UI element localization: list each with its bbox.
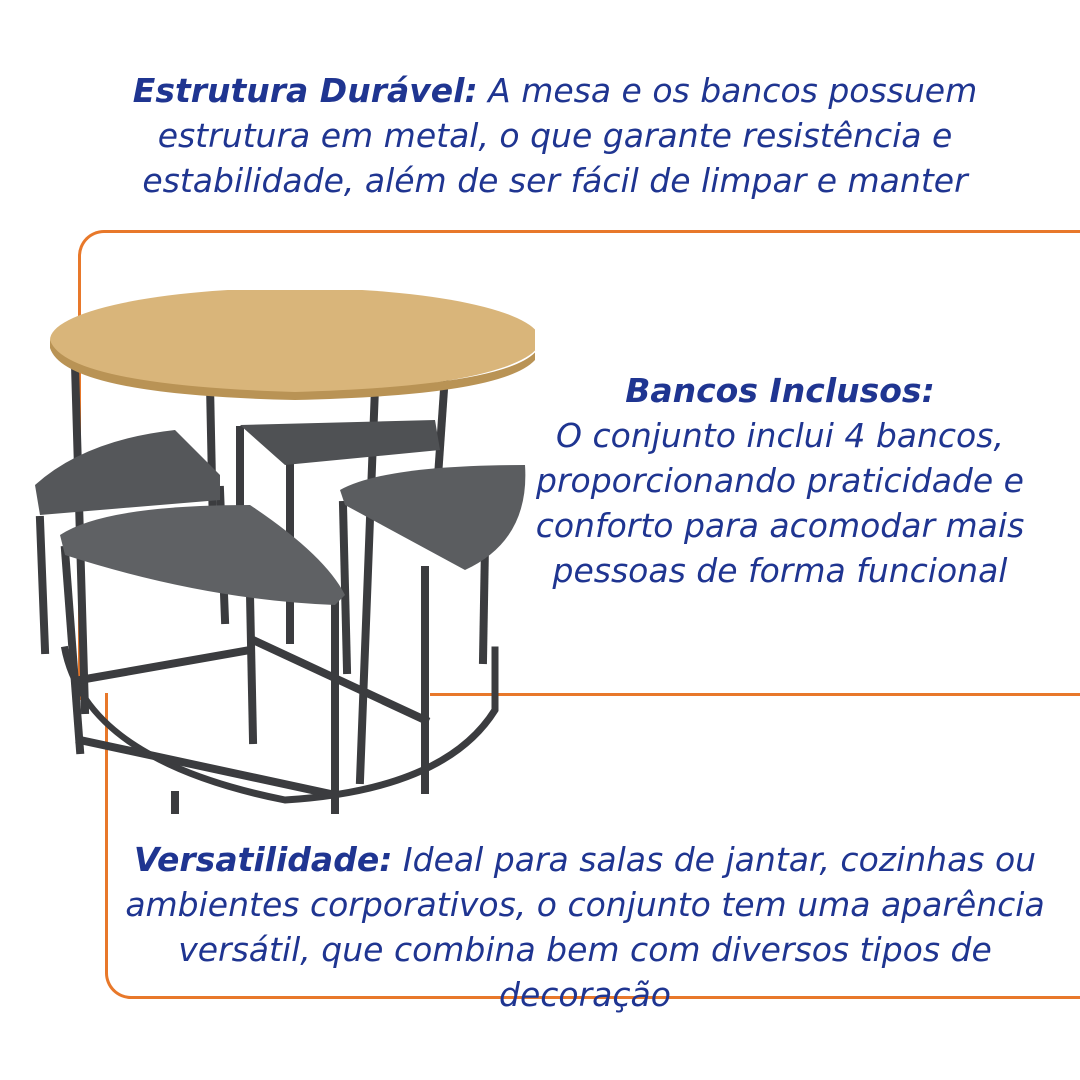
durable-line-1: A mesa e os bancos possuem (488, 71, 978, 110)
versatility-line-2: ambientes corporativos, o conjunto tem uma aparência (125, 885, 1045, 924)
versatility-line-1: Ideal para salas de jantar, cozinhas ou (402, 840, 1037, 879)
durable-line-2: estrutura em metal, o que garante resistência e (157, 116, 953, 155)
durable-line-3: estabilidade, além de ser fácil de limpar e manter (142, 161, 968, 200)
included-stools-text (530, 368, 1030, 593)
included-line-2: proporcionando praticidade e (536, 461, 1024, 500)
included-line-3: conforto para acomodar mais (535, 506, 1025, 545)
table-and-stools-image (25, 290, 535, 820)
versatility-line-3: versátil, que combina bem com diversos tipos de decoração (178, 930, 992, 1014)
durable-structure-title: Estrutura Durável: (132, 71, 478, 110)
included-line-4: pessoas de forma funcional (552, 551, 1008, 590)
durable-structure-text (100, 68, 1010, 203)
included-stools-title: Bancos Inclusos: (625, 371, 935, 410)
versatility-text (115, 837, 1055, 1017)
included-line-1: O conjunto inclui 4 bancos, (556, 416, 1004, 455)
versatility-title: Versatilidade: (133, 840, 393, 879)
